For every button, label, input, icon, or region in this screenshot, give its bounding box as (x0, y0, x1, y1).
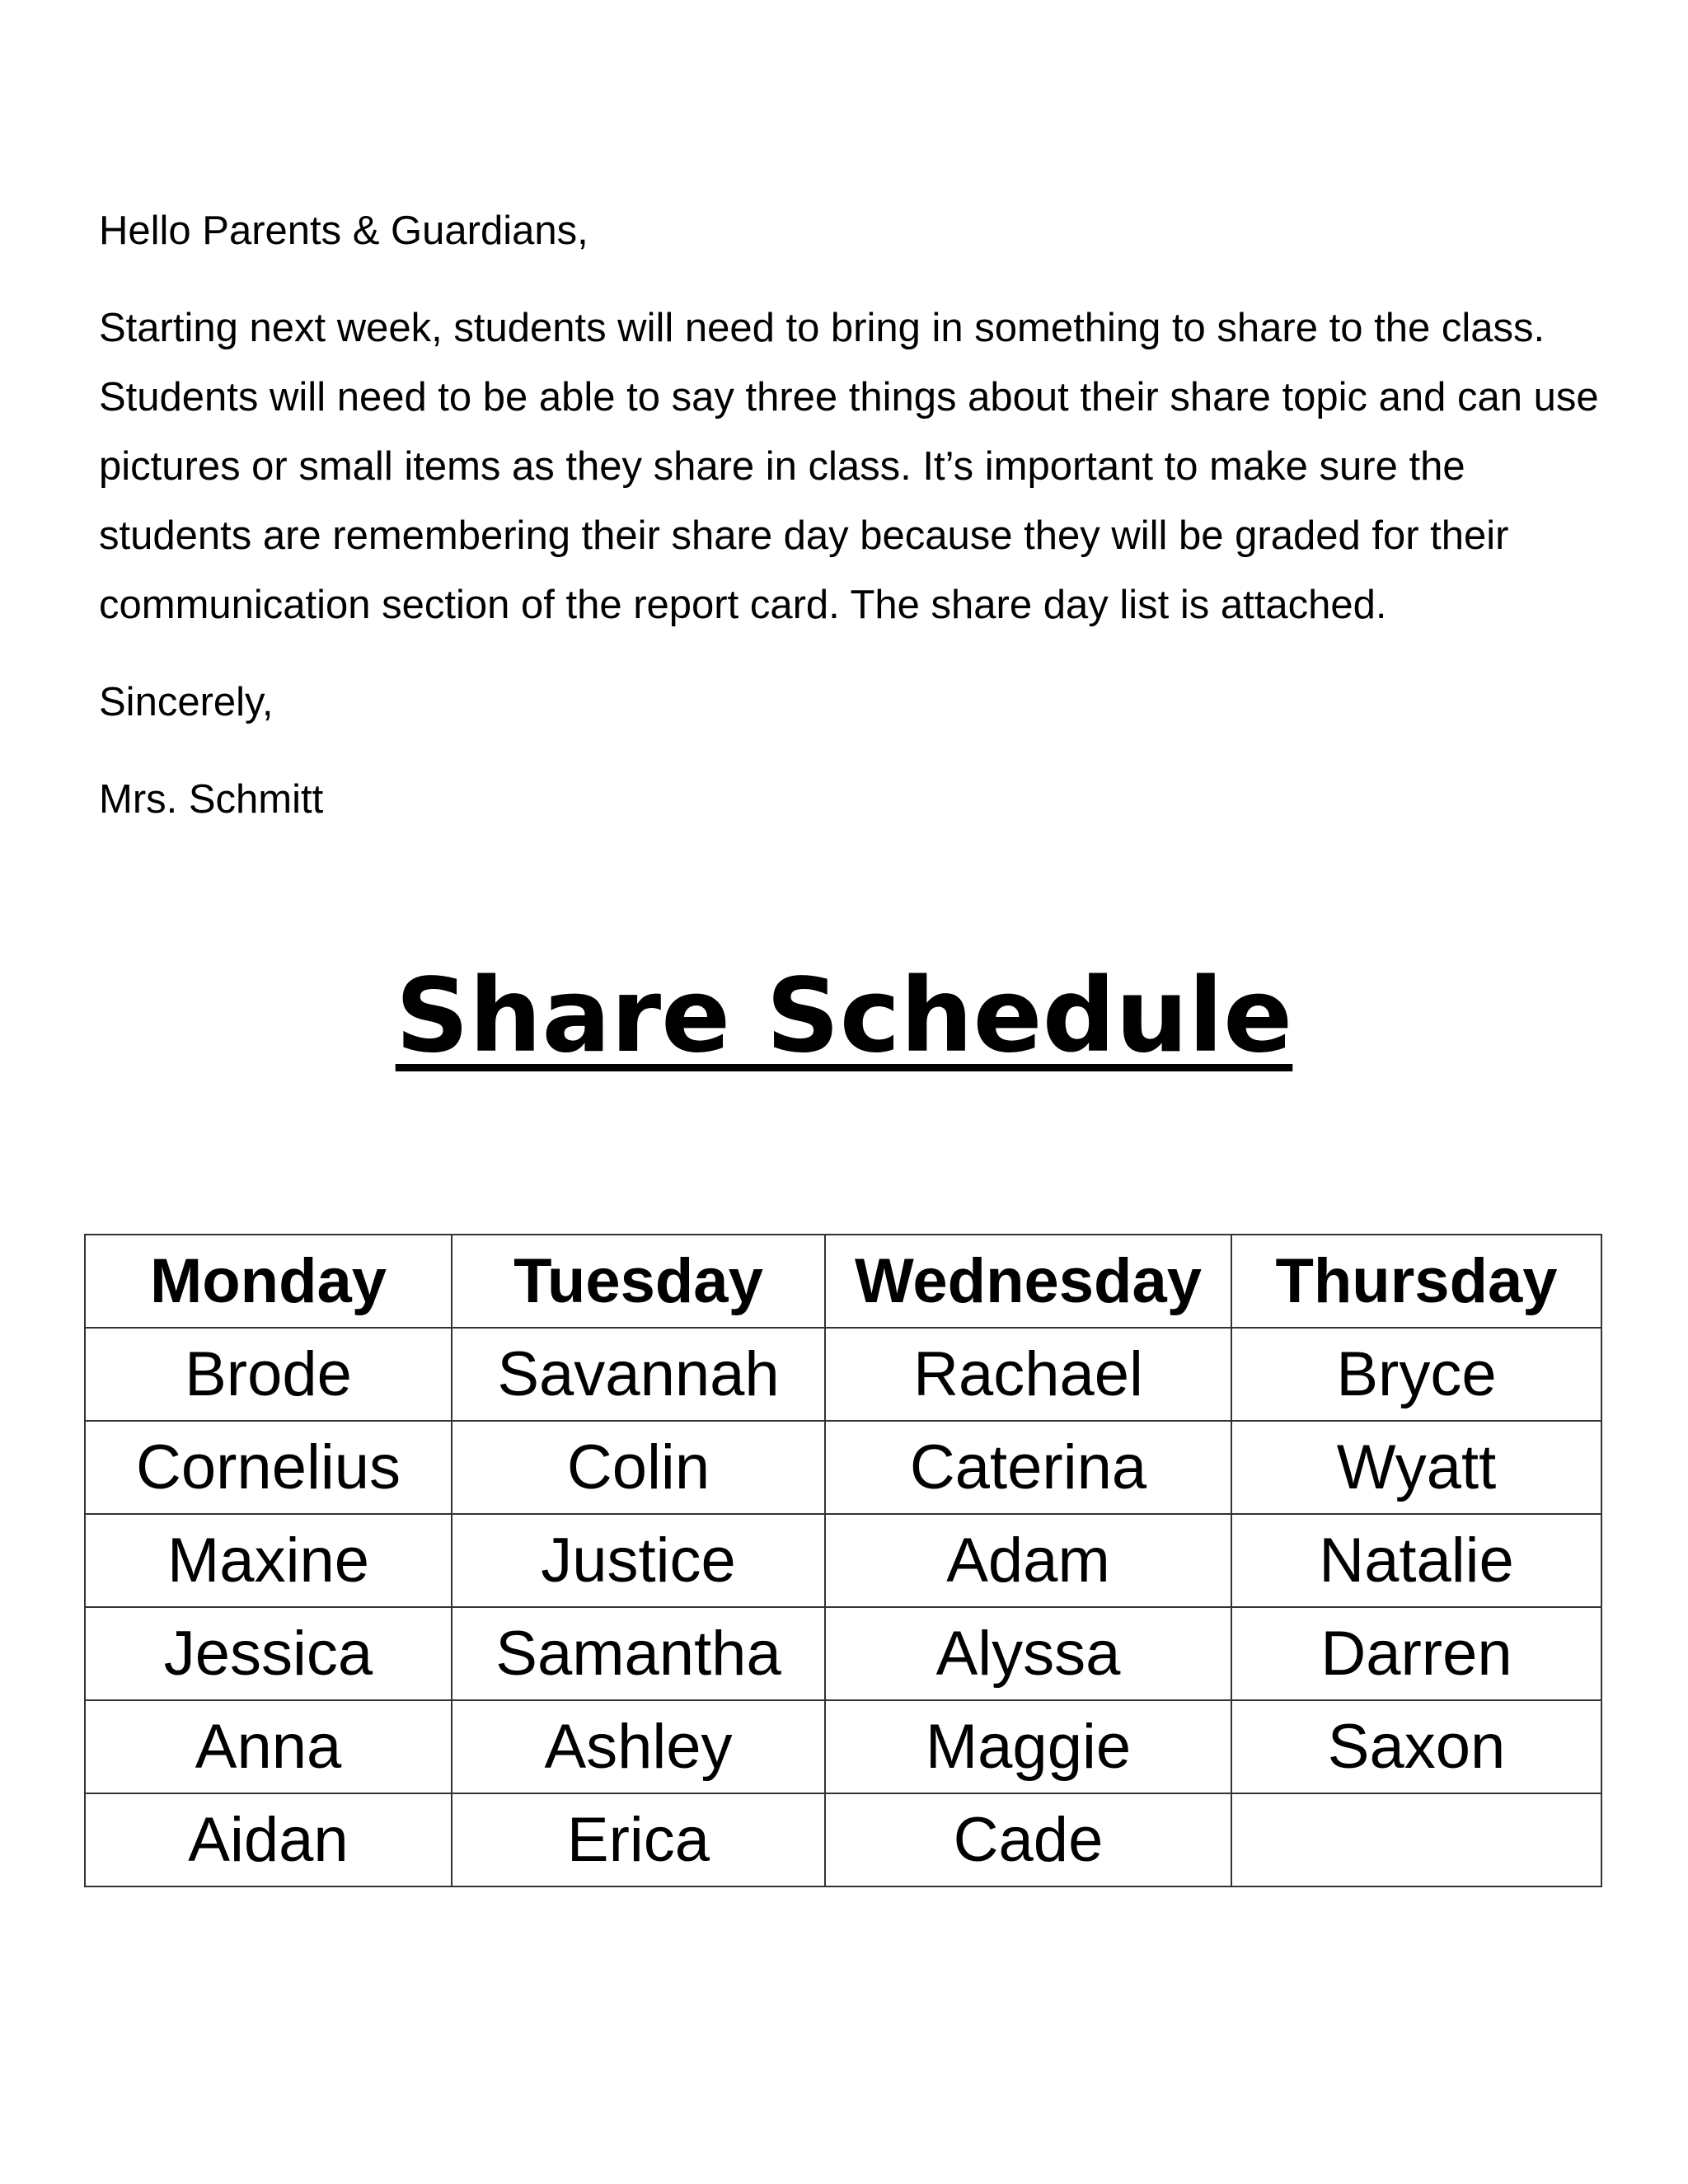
table-cell: Natalie (1231, 1514, 1601, 1607)
table-cell: Savannah (452, 1328, 825, 1421)
header-tuesday: Tuesday (452, 1235, 825, 1328)
share-schedule-table (84, 1234, 1602, 1887)
table-cell-empty (1231, 1793, 1601, 1886)
table-cell: Samantha (452, 1607, 825, 1700)
table-cell: Cornelius (85, 1421, 452, 1514)
table-header-row (85, 1235, 1601, 1328)
header-monday: Monday (85, 1235, 452, 1328)
table-cell: Erica (452, 1793, 825, 1886)
schedule-title (0, 946, 1688, 1086)
table-cell: Jessica (85, 1607, 452, 1700)
table-cell: Caterina (825, 1421, 1231, 1514)
letter-signature: Mrs. Schmitt (99, 777, 324, 822)
table-cell: Justice (452, 1514, 825, 1607)
table-cell: Saxon (1231, 1700, 1601, 1793)
table-cell: Darren (1231, 1607, 1601, 1700)
header-wednesday: Wednesday (825, 1235, 1231, 1328)
table-cell: Aidan (85, 1793, 452, 1886)
letter-body: Starting next week, students will need to bring in something to share to the class. Students will need to be able to say three things about their share topic and can use pictures or small items as they share in class. It’s important to make sure the students are remembering their share day because they will be graded for their communication section of the report card. The share day list is attached. (99, 306, 1599, 627)
table-row (85, 1514, 1601, 1607)
letter (99, 196, 1599, 834)
table-row (85, 1328, 1601, 1421)
header-thursday: Thursday (1231, 1235, 1601, 1328)
table-cell: Colin (452, 1421, 825, 1514)
letter-closing: Sincerely, (99, 680, 274, 724)
table-row (85, 1793, 1601, 1886)
table-cell: Maggie (825, 1700, 1231, 1793)
table-cell: Alyssa (825, 1607, 1231, 1700)
table-cell: Bryce (1231, 1328, 1601, 1421)
table-cell: Maxine (85, 1514, 452, 1607)
table-row (85, 1700, 1601, 1793)
table-cell: Wyatt (1231, 1421, 1601, 1514)
table-cell: Rachael (825, 1328, 1231, 1421)
table-row (85, 1607, 1601, 1700)
table-row (85, 1421, 1601, 1514)
table-cell: Ashley (452, 1700, 825, 1793)
table-cell: Brode (85, 1328, 452, 1421)
table-cell: Cade (825, 1793, 1231, 1886)
letter-greeting: Hello Parents & Guardians, (99, 209, 588, 253)
table-cell: Anna (85, 1700, 452, 1793)
schedule-title-text: Share Schedule (395, 957, 1293, 1076)
table-cell: Adam (825, 1514, 1231, 1607)
